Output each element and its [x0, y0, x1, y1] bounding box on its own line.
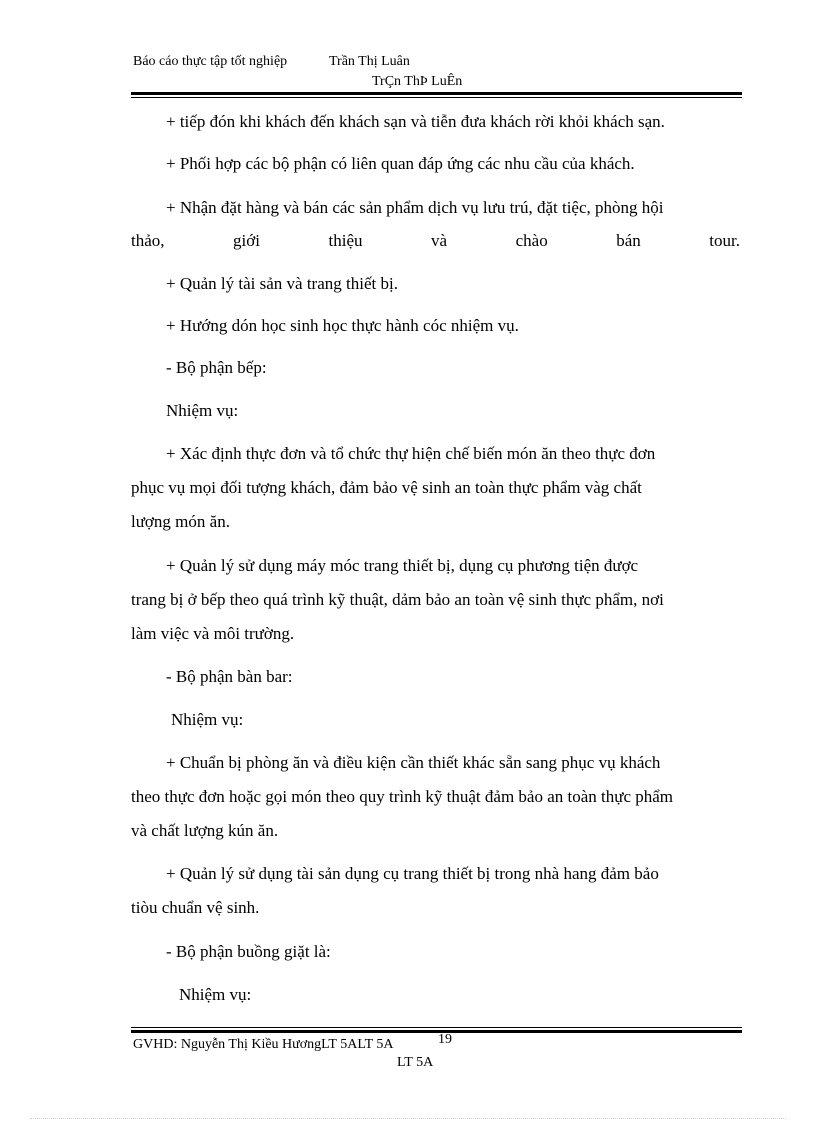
line-bar-duty-1-end: và chất lượng kún ăn. [131, 821, 279, 840]
footer-rule-thin [131, 1027, 742, 1028]
line-coordinate-duty: + Phối hợp các bộ phận có liên quan đáp ứng các nhu cầu của khách. [166, 154, 635, 173]
header-report-title: Báo cáo thực tập tốt nghiệp [133, 54, 288, 69]
heading-bar-dept: - Bộ phận bàn bar: [166, 667, 293, 686]
line-training-duty: + Hướng dón học sinh học thực hành cóc nhiệm vụ. [166, 316, 519, 335]
heading-laundry-dept: - Bộ phận buồng giặt là: [166, 942, 331, 961]
header-author: Trần Thị Luân [329, 54, 410, 69]
line-kitchen-duty-2-end: làm việc và môi trường. [131, 624, 295, 643]
footer-class: LT 5A [397, 1055, 434, 1070]
label-duties-laundry: Nhiệm vụ: [179, 985, 252, 1004]
line-bar-duty-1-cont: theo thực đơn hoặc gọi món theo quy trình kỹ thuật đảm bảo an toàn thực phẩm [131, 787, 674, 806]
footer-rule-thick [131, 1030, 742, 1033]
label-duties-kitchen: Nhiệm vụ: [166, 401, 239, 420]
heading-kitchen-dept: - Bộ phận bếp: [166, 358, 267, 377]
line-asset-duty: + Quản lý tài sản và trang thiết bị. [166, 274, 398, 293]
header-author-garbled: TrÇn ThÞ LuÊn [372, 74, 463, 89]
label-duties-bar: Nhiệm vụ: [171, 710, 244, 729]
line-order-duty: + Nhận đặt hàng và bán các sản phẩm dịch vụ lưu trú, đặt tiệc, phòng hội [166, 198, 664, 217]
line-reception-duty: + tiếp đón khi khách đến khách sạn và tiễn đưa khách rời khỏi khách sạn. [166, 112, 665, 131]
footer-page-number: 19 [438, 1032, 452, 1047]
line-bar-duty-2-end: tiòu chuẩn vệ sinh. [131, 898, 260, 917]
line-kitchen-duty-1: + Xác định thực đơn và tổ chức thự hiện chế biến món ăn theo thực đơn [166, 444, 656, 463]
line-kitchen-duty-2-cont: trang bị ở bếp theo quá trình kỹ thuật, dảm bảo an toàn vệ sinh thực phẩm, nơi [131, 590, 664, 609]
line-order-duty-cont: thảo, giới thiệu và chào bán tour. [131, 231, 740, 250]
footer-advisor: GVHD: Nguyễn Thị Kiều HươngLT 5ALT 5A [133, 1037, 394, 1052]
line-kitchen-duty-2: + Quản lý sử dụng máy móc trang thiết bị, dụng cụ phương tiện được [166, 556, 639, 575]
page-edge-dotted-line [30, 1118, 786, 1119]
line-kitchen-duty-1-end: lượng món ăn. [131, 512, 230, 531]
header-rule-thin [131, 97, 742, 98]
header-rule-thick [131, 92, 742, 95]
line-bar-duty-1: + Chuẩn bị phòng ăn và điều kiện cần thiết khác sẵn sang phục vụ khách [166, 753, 661, 772]
line-kitchen-duty-1-cont: phục vụ mọi đối tượng khách, đảm bảo vệ sinh an toàn thực phẩm vàg chất [131, 478, 642, 497]
line-bar-duty-2: + Quản lý sử dụng tài sản dụng cụ trang thiết bị trong nhà hang đảm bảo [166, 864, 659, 883]
